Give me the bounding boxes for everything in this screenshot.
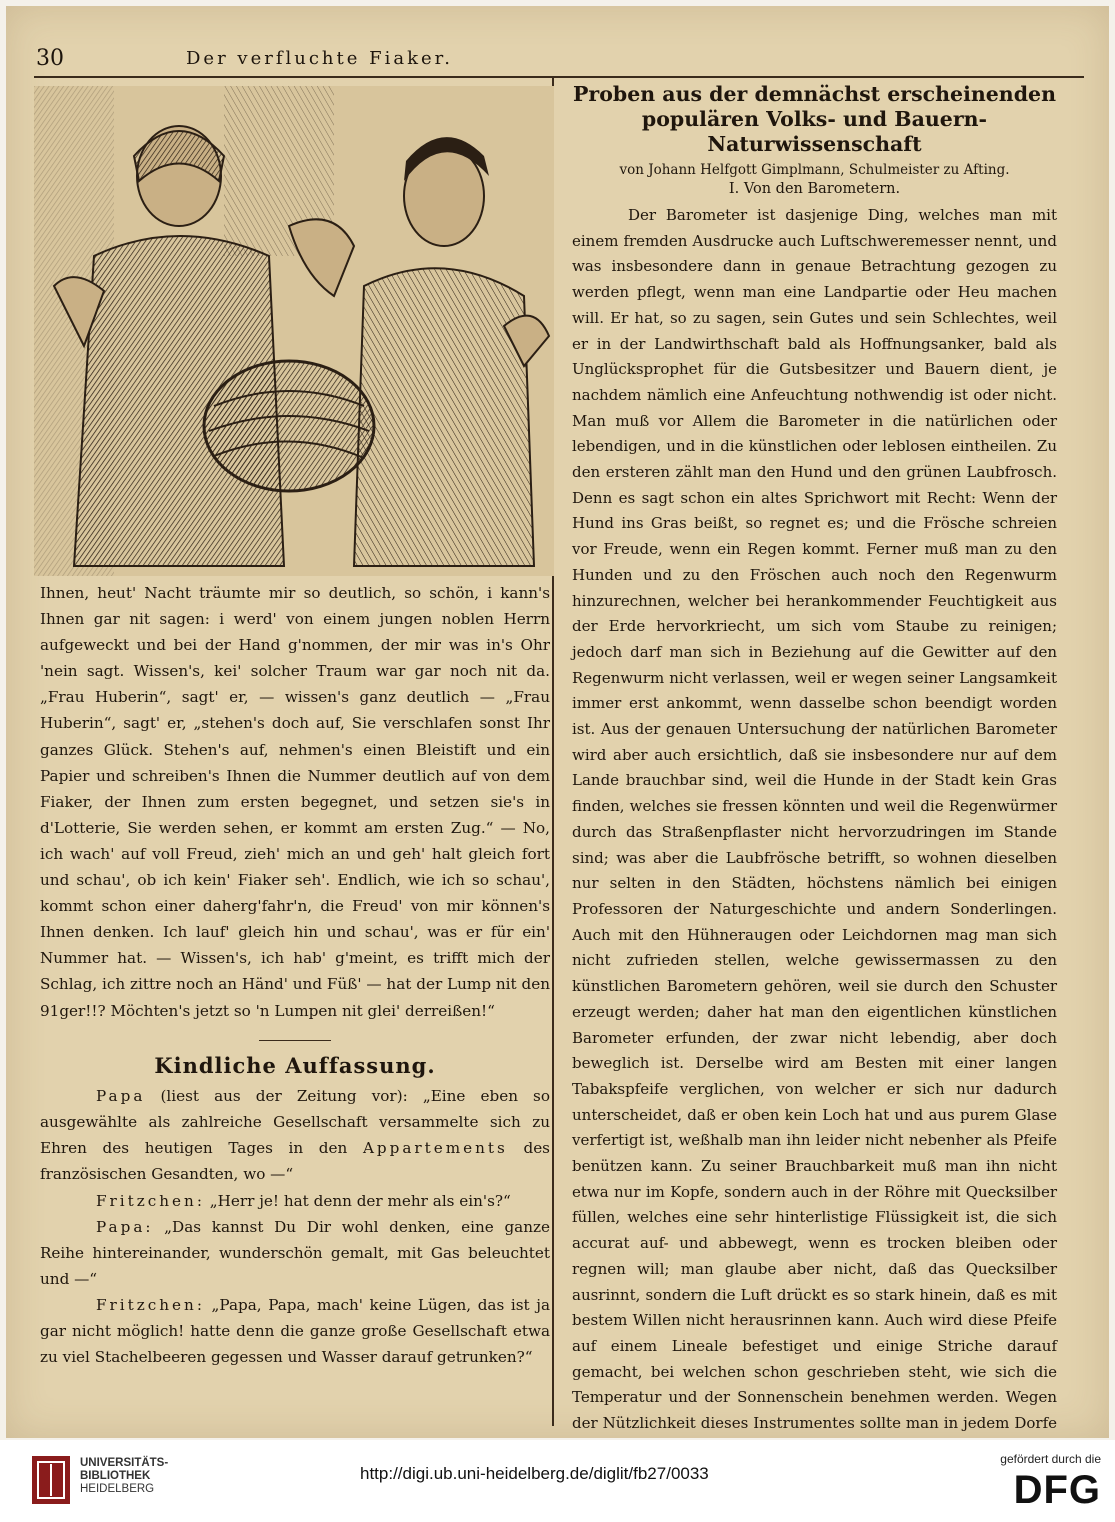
left-column [40, 580, 550, 1370]
right-column [572, 82, 1057, 1438]
dialogue-fritz-1 [40, 1188, 550, 1214]
speaker-label: Papa: [96, 1217, 154, 1236]
library-line-1: UNIVERSITÄTS- [80, 1457, 169, 1469]
dialogue-text: (liest aus der Zeitung vor): „Eine eben so ausgewählte als zahlreiche Gesellschaft versammelte sich zu Ehren des heutigen Tages in den [40, 1087, 550, 1158]
page-number: 30 [36, 46, 64, 71]
dialogue-papa-2 [40, 1214, 550, 1292]
dialogue-text: „Papa, Papa, mach' keine Lügen, das ist ja gar nicht möglich! hatte denn die ganze große Gesellschaft etwa zu viel Stachelbeeren gegessen und Wasser darauf getrunken?“ [40, 1295, 550, 1367]
story-text: Ihnen, heut' Nacht träumte mir so deutlich, so schön, i kann's Ihnen gar nit sagen: i werd' von einem jungen noblen Herrn aufgeweckt und bei der Hand g'nommen, der mir was in's Ohr 'nein sagt. Wissen's, kei' solcher Traum war gar noch nit da. „Frau Huberin“, sagt' er, — wissen's ganz deutlich — „Frau Huberin“, sagt' er, „stehen's doch auf, Sie verschlafen sonst Ihr ganzes Glück. Stehen's auf, nehmen's einen Bleistift und ein Papier und schreiben's Ihnen die Nummer deutlich auf von dem Fiaker, der Ihnen zum ersten begegnet, und setzen sie's in d'Lotterie, Sie werden sehen, er kommt am ersten Zug.“ — No, ich wach' auf voll Freud, zieh' mich an und geh' halt gleich fort und schau', ob ich kein' Fiaker seh'. Endlich, wie ich so schau', kommt schon einer daherg'fahr'n, die Freud' von mir können's Ihnen denken. Ich lauf' gleich hin und schau', was er für ein' Nummer hat. — Wissen's, ich hab' g'meint, es trifft mich der Schlag, ich zittre noch an Händ' und Füß' — hat der Lump nit den 91ger!!? Möchten's jetzt so 'n Lumpen nit glei' derreißen!“ [40, 584, 550, 1020]
speaker-label: Papa [96, 1087, 146, 1106]
section-separator [259, 1040, 331, 1042]
dialogue-text: „Herr je! hat denn der mehr als ein's?“ [204, 1191, 511, 1210]
dialogue-papa-1 [40, 1083, 550, 1187]
woodcut-two-women-with-basket-icon [34, 86, 554, 576]
section-title: Kindliche Auffassung. [154, 1053, 436, 1079]
library-line-2: BIBLIOTHEK [80, 1470, 151, 1482]
speaker-label: Fritzchen: [96, 1191, 205, 1210]
dialogue-text: „Das kannst Du Dir wohl denken, eine ganze Reihe hintereinander, wunderschön gemalt, mit Gas beleuchtet und —“ [40, 1217, 550, 1288]
running-title: Der verfluchte Fiaker. [186, 48, 454, 69]
spaced-word: Appartements [362, 1139, 508, 1158]
subheading: I. Von den Barometern. [728, 181, 901, 197]
article-title: Proben aus der demnächst erscheinenden populären Volks- und Bauern-Naturwissenschaft [572, 82, 1056, 156]
article-body: Der Barometer ist dasjenige Ding, welches man mit einem fremden Ausdrucke auch Luftschweremesser nennt, und was insbesondere dann in genaue Betrachtung gezogen zu werden pflegt, wenn man eine Landpartie oder Heu machen will. Er hat, so zu sagen, sein Gutes und sein Schlechtes, weil er in der Landwirthschaft bald als Hoffnungsanker, bald als Unglücksprophet für die Gutsbesitzer und Bauern dient, je nachdem nämlich eine Anfeuchtung nothwendig ist oder nicht. Man muß vor Allem die Barometer in die natürlichen oder lebendigen, und in die künstlichen oder leblosen eintheilen. Zu den ersteren zählt man den Hund und den grünen Laubfrosch. Denn es sagt schon ein altes Sprichwort mit Recht: Wenn der Hund ins Gras beißt, so regnet es; und die Frösche schreien vor Freude, wenn ein Regen kommt. Ferner muß man zu den Hunden und zu den Fröschen auch noch den Regenwurm hinzurechnen, welcher bei herankommender Feuchtigkeit aus der Erde hervorkriecht, um sich vom Staube zu reinigen; jedoch darf man sich in Beziehung auf die Gewitter auf den Regenwurm nicht verlassen, weil er wegen seiner Langsamkeit immer erst ankommt, wenn dasselbe schon beendigt worden ist. Aus der genauen Untersuchung der natürlichen Barometer wird aber auch ersichtlich, daß sie insbesondere nur auf dem Lande brauchbar sind, weil die Hunde in der Stadt kein Gras finden, welches sie fressen könnten und weil die Regenwürmer durch das Straßenpflaster nicht hervorzudringen im Stande sind; was aber die Laubfrösche betrifft, so wohnen dieselben nur selten in den Städten, höchstens nämlich bei einigen Professoren der Naturgeschichte und andern Sonderlingen. Auch mit den Hühneraugen oder Leichdornen mag man sich nicht zufrieden stellen, welche gewissermassen zu den künstlichen Barometern gehören, weil sie durch den Schuster erzeugt werden; daher hat man den eigentlichen künstlichen Barometer erfunden, der zwar nicht lebendig, aber doch beweglich ist. Derselbe wird am Besten mit einer langen Tabakspfeife verglichen, von welcher er sich nur dadurch unterscheidet, daß er oben kein Loch hat und aus purem Glase verfertigt ist, weßhalb man ihn leider nicht nebenher als Pfeife benützen kann. Zu seiner Brauchbarkeit muß man ihn nicht etwa nur im Kopfe, sondern auch in der Röhre mit Quecksilber füllen, welches eine sehr hinterlistige Flüssigkeit ist, die sich accurat auf- und abbewegt, wenn es trocken bleiben oder regnen will; man glaube aber nicht, daß das Quecksilber ausrinnt, sondern die Luft drückt es so stark hinein, daß es mit bestem Willen nicht herausrinnen kann. Auch wird diese Pfeife auf einem Lineale befestiget und einige Striche darauf gemacht, bei welchen schon geschrieben steht, wie sich die Temperatur und der Sonnenschein benehmen werden. Wegen der Nützlichkeit dieses Instrumentes sollte man in jedem Dorfe [572, 206, 1057, 1433]
dialogue-fritz-2 [40, 1292, 550, 1370]
dfg-logo[interactable]: DFG [1013, 1468, 1101, 1512]
header-rule [34, 76, 1084, 78]
funded-by-label: gefördert durch die [1000, 1452, 1101, 1466]
scanned-page [6, 6, 1109, 1438]
library-name[interactable] [80, 1457, 168, 1496]
dialogue-text: des französischen Gesandten, wo —“ [40, 1139, 550, 1184]
speaker-label: Fritzchen: [96, 1295, 205, 1314]
page-header [36, 46, 1081, 86]
university-seal-icon [30, 1452, 72, 1508]
byline: von Johann Helfgott Gimplmann, Schulmeister zu Afting. [619, 162, 1010, 178]
viewer-footer [0, 1440, 1115, 1522]
library-line-3: HEIDELBERG [80, 1483, 155, 1495]
permalink-url[interactable]: http://digi.ub.uni-heidelberg.de/diglit/fb27/0033 [360, 1464, 709, 1483]
